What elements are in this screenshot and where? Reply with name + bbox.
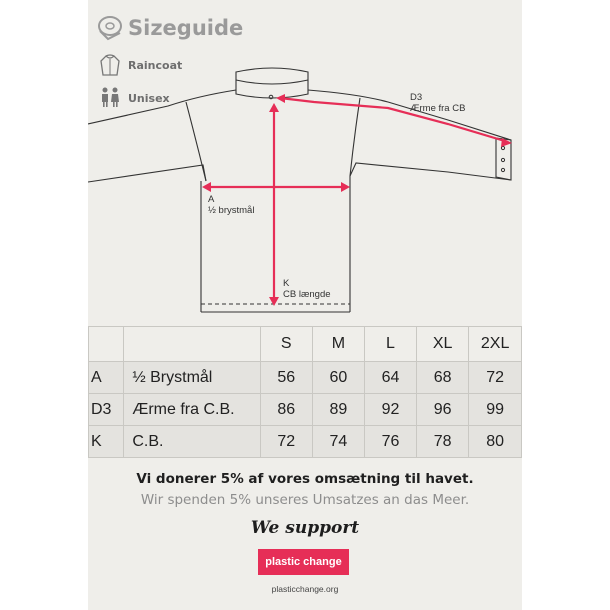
measure-a-name: ½ brystmål [208,205,255,216]
size-guide-sheet [88,0,522,610]
measure-k-code: K [283,278,290,289]
cell-value: 74 [312,426,364,458]
measure-k-name: CB længde [283,289,331,300]
donation-text-danish: Vi donerer 5% af vores omsætning til havet. [136,471,474,487]
cell-value: 72 [260,426,312,458]
cell-value: 89 [312,394,364,426]
measure-d3-code: D3 [410,92,423,103]
cell-value: 60 [312,362,364,394]
table-row [89,362,522,394]
row-name: Ærme fra C.B. [124,394,260,426]
measure-d3-label [410,92,465,114]
cell-value: 56 [260,362,312,394]
measure-d3-name: Ærme fra CB [410,103,466,114]
size-header-s: S [260,327,312,362]
fit-label: Unisex [128,92,170,105]
size-table [88,326,522,458]
cuff-button-icons [269,95,504,171]
row-code: K [89,426,124,458]
row-name: C.B. [124,426,260,458]
cell-value: 64 [364,362,416,394]
size-header-xl: XL [417,327,469,362]
cell-value: 68 [417,362,469,394]
partner-url: plasticchange.org [271,584,339,594]
plastic-change-logo: plastic change [258,549,349,575]
size-header-l: L [364,327,416,362]
table-row [89,394,522,426]
measure-a-label [208,194,254,216]
cell-value: 99 [469,394,522,426]
we-support-text: We support [250,518,360,538]
cell-value: 92 [364,394,416,426]
page-title: Sizeguide [128,16,244,40]
cell-value: 76 [364,426,416,458]
cell-value: 78 [417,426,469,458]
cell-value: 80 [469,426,522,458]
table-row [89,426,522,458]
size-header-2xl: 2XL [469,327,522,362]
cell-value: 86 [260,394,312,426]
size-header-m: M [312,327,364,362]
product-label: Raincoat [128,59,183,72]
measure-k-label [283,278,331,300]
cell-value: 96 [417,394,469,426]
measure-a-code: A [208,194,215,205]
tape-measure-icon [96,14,124,42]
row-name: ½ Brystmål [124,362,260,394]
row-code: D3 [89,394,124,426]
row-code: A [89,362,124,394]
size-header-row [89,327,522,362]
cell-value: 72 [469,362,522,394]
donation-text-german: Wir spenden 5% unseres Umsatzes an das Meer. [140,492,470,508]
